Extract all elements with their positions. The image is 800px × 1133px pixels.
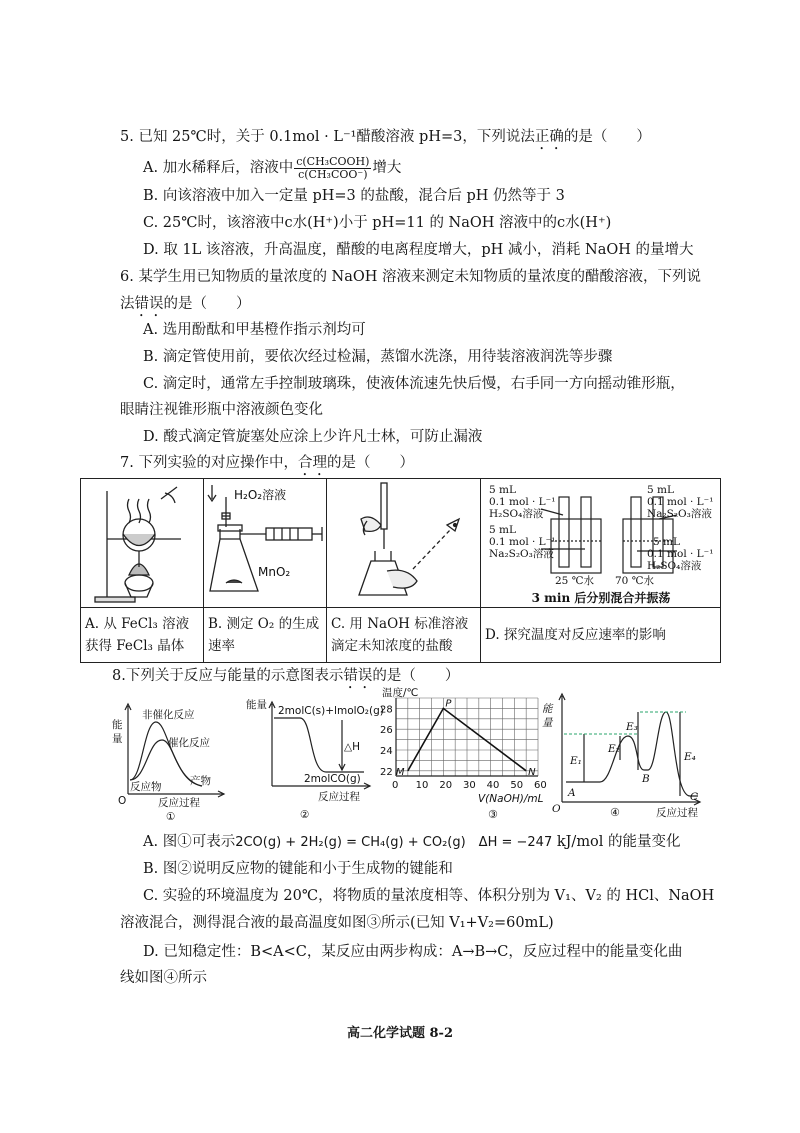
fig1-product-label: 产物 bbox=[190, 775, 211, 787]
q5-a-text: A. 加水稀释后，溶液中 bbox=[143, 160, 294, 176]
fig3-xtick-label: 20 bbox=[439, 780, 453, 791]
q7-stem-end: 的是（ ） bbox=[326, 455, 414, 471]
q6-option-c-line1: C. 滴定时，通常左手控制玻璃珠，使液体流速先快后慢，右手同一方向摇动锥形瓶， bbox=[143, 376, 685, 392]
fig4-e1-label: E₁ bbox=[570, 755, 582, 767]
q5-stem bbox=[120, 127, 651, 153]
fig3-number: ③ bbox=[488, 808, 498, 821]
fig4-e3-label: E₃ bbox=[626, 721, 638, 733]
q5-option-c: C. 25℃时，该溶液中c水(H⁺)小于 pH=11 的 NaOH 溶液中的c水(H⁺) bbox=[143, 215, 612, 231]
evaporation-apparatus-illustration bbox=[81, 479, 204, 607]
fig2-bottom-level-label: 2molCO(g) bbox=[304, 773, 361, 785]
fig1-uncatalyzed-label: 非催化反应 bbox=[142, 709, 195, 721]
q7-option-d: D. 探究温度对反应速率的影响 bbox=[481, 608, 721, 663]
d-left-sol2: Na₂S₂O₃溶液 bbox=[489, 548, 554, 560]
fig3-ytick-label: 24 bbox=[380, 746, 393, 757]
fig1-origin: O bbox=[118, 795, 127, 807]
figure-1-energy-diagram bbox=[112, 700, 232, 822]
q5-a-fraction bbox=[294, 156, 371, 181]
q6-stem-emphasis: 错误 bbox=[134, 296, 164, 312]
fig4-e2-label: E₂ bbox=[608, 743, 620, 755]
d-right-vol2: 5 mL bbox=[653, 536, 680, 548]
q8-a-equation: 2CO(g) + 2H₂(g) = CH₄(g) + CO₂(g) ΔH = −247 bbox=[235, 835, 553, 850]
fig2-xlabel: 反应过程 bbox=[318, 791, 360, 803]
q8-option-a bbox=[143, 832, 681, 853]
q5-stem-end: 的是（ ） bbox=[563, 129, 651, 145]
q6-stem-line2 bbox=[120, 294, 251, 320]
q5-option-b: B. 向该溶液中加入一定量 pH=3 的盐酸，混合后 pH 仍然等于 3 bbox=[143, 188, 565, 204]
q7-stem-text: 7. 下列实验的对应操作中， bbox=[120, 455, 298, 471]
q7-option-c: C. 用 NaOH 标准溶液滴定未知浓度的盐酸 bbox=[327, 608, 481, 663]
fig3-point-label-m: M bbox=[395, 766, 405, 778]
fig4-ylabel-2: 量 bbox=[542, 717, 553, 729]
d-caption: 3 min 后分别混合并振荡 bbox=[531, 591, 671, 605]
fig1-catalyzed-label: 催化反应 bbox=[168, 737, 210, 749]
fig3-ytick-label: 26 bbox=[380, 725, 393, 737]
d-left-vol1: 5 mL bbox=[489, 484, 516, 496]
q8-option-b: B. 图②说明反应物的键能和小于生成物的键能和 bbox=[143, 861, 453, 877]
fig4-c-label: C bbox=[690, 791, 699, 803]
fig3-xtick-label: 10 bbox=[415, 780, 429, 791]
q5-a-denominator: c(CH₃COO⁻) bbox=[298, 167, 368, 181]
q7-cell-d-apparatus bbox=[481, 479, 721, 608]
q8-option-c-line1: C. 实验的环境温度为 20℃，将物质的量浓度相等、体积分别为 V₁、V₂ 的 HCl、NaOH bbox=[143, 888, 715, 904]
q7-options-table bbox=[80, 478, 721, 663]
fig2-top-level-label: 2molC(s)+lmolO₂(g) bbox=[278, 705, 384, 717]
fig4-ylabel-1: 能 bbox=[542, 703, 553, 715]
q6-option-b: B. 滴定管使用前，要依次经过检漏，蒸馏水洗涤，用待装溶液润洗等步骤 bbox=[143, 349, 613, 365]
q8-stem-emphasis: 错误 bbox=[343, 668, 373, 684]
fig4-a-label: A bbox=[568, 787, 576, 799]
d-right-sol1: Na₂S₂O₃溶液 bbox=[647, 508, 712, 520]
oxygen-rate-apparatus-illustration bbox=[204, 479, 327, 607]
q6-stem2-end: 的是（ ） bbox=[163, 296, 251, 312]
figure-3-temperature-chart bbox=[378, 687, 547, 822]
q5-stem-emphasis: 正确 bbox=[534, 129, 564, 145]
fig1-ylabel-2: 量 bbox=[112, 733, 123, 745]
temperature-rate-apparatus-illustration bbox=[481, 479, 721, 607]
q7-option-b: B. 测定 O₂ 的生成速率 bbox=[204, 608, 327, 663]
h2o2-label: H₂O₂溶液 bbox=[234, 488, 287, 502]
q6-stem2-text: 法 bbox=[120, 296, 135, 312]
mno2-label: MnO₂ bbox=[258, 565, 291, 579]
fig2-number: ② bbox=[300, 809, 310, 821]
fig1-ylabel-1: 能 bbox=[112, 719, 123, 731]
d-right-sol2: H₂SO₄溶液 bbox=[647, 560, 702, 572]
q7-stem bbox=[120, 453, 414, 479]
fig3-xtick-label: 0 bbox=[392, 780, 399, 791]
q5-a-end: 增大 bbox=[372, 160, 402, 176]
q7-cell-c-apparatus bbox=[327, 479, 481, 608]
fig1-reactant-label: 反应物 bbox=[130, 781, 162, 793]
q5-option-a bbox=[143, 155, 401, 181]
q6-option-d: D. 酸式滴定管旋塞处应涂上少许凡士林，可防止漏液 bbox=[143, 429, 483, 445]
d-left-vol2: 5 mL bbox=[489, 524, 516, 536]
q8-option-c-line2: 溶液混合，测得混合液的最高温度如图③所示(已知 V₁+V₂=60mL) bbox=[120, 915, 554, 931]
fig3-point-label-n: N bbox=[528, 766, 536, 778]
q8-stem-end: 的是（ ） bbox=[372, 668, 460, 684]
page-footer: 高二化学试题 8-2 bbox=[346, 1026, 453, 1041]
d-right-conc1: 0.1 mol · L⁻¹ bbox=[647, 496, 714, 508]
d-left-conc2: 0.1 mol · L⁻¹ bbox=[489, 536, 556, 548]
d-right-conc2: 0.1 mol · L⁻¹ bbox=[647, 548, 714, 560]
d-left-sol1: H₂SO₄溶液 bbox=[489, 508, 544, 520]
fig3-ytick-label: 28 bbox=[380, 704, 393, 716]
fig4-xlabel: 反应过程 bbox=[656, 807, 698, 819]
fig4-number: ④ bbox=[610, 806, 620, 819]
q8-stem-text: 8.下列关于反应与能量的示意图表示 bbox=[112, 668, 344, 684]
fig1-number: ① bbox=[166, 811, 176, 823]
fig1-xlabel: 反应过程 bbox=[158, 797, 200, 809]
fig3-xtick-label: 30 bbox=[463, 780, 476, 791]
q8-a-text: A. 图①可表示 bbox=[143, 834, 236, 850]
q7-option-a: A. 从 FeCl₃ 溶液获得 FeCl₃ 晶体 bbox=[81, 608, 204, 663]
q8-option-d-line2: 线如图④所示 bbox=[120, 970, 207, 986]
fig3-xlabel: V(NaOH)/mL bbox=[478, 793, 544, 805]
fig4-origin: O bbox=[552, 803, 561, 815]
q5-option-d: D. 取 1L 该溶液，升高温度，醋酸的电离程度增大，pH 减小，消耗 NaOH 的量增大 bbox=[143, 242, 694, 258]
fig4-b-label: B bbox=[642, 773, 650, 785]
fig3-xtick-label: 40 bbox=[486, 780, 500, 791]
titration-apparatus-illustration bbox=[327, 479, 481, 607]
d-right-vol1: 5 mL bbox=[647, 484, 674, 496]
q5-a-numerator: c(CH₃COOH) bbox=[296, 154, 370, 168]
q7-stem-emphasis: 合理 bbox=[297, 455, 327, 471]
q6-option-a: A. 选用酚酞和甲基橙作指示剂均可 bbox=[143, 322, 366, 338]
fig4-dashed-levels bbox=[564, 712, 686, 734]
fig3-ytick-label: 22 bbox=[380, 766, 393, 778]
q7-cell-b-apparatus bbox=[204, 479, 327, 608]
d-bath-70: 70 ℃水 bbox=[615, 575, 654, 587]
q6-option-c-line2: 眼睛注视锥形瓶中溶液颜色变化 bbox=[120, 402, 323, 418]
fig2-ylabel: 能量 bbox=[246, 699, 267, 711]
fig3-ylabel: 温度/℃ bbox=[382, 687, 419, 699]
figure-2-energy-diagram bbox=[246, 694, 384, 822]
fig3-point-label-p: P bbox=[445, 698, 452, 710]
d-bath-25: 25 ℃水 bbox=[555, 575, 594, 587]
fig3-xtick-label: 50 bbox=[510, 780, 524, 791]
q5-stem-text: 5. 已知 25℃时，关于 0.1mol · L⁻¹醋酸溶液 pH=3，下列说法 bbox=[120, 129, 535, 145]
q8-a-end: kJ/mol 的能量变化 bbox=[556, 834, 681, 850]
q8-option-d-line1: D. 已知稳定性：B<A<C，某反应由两步构成：A→B→C，反应过程中的能量变化曲 bbox=[143, 944, 683, 960]
fig4-e4-label: E₄ bbox=[684, 751, 696, 763]
q7-cell-a-apparatus bbox=[81, 479, 204, 608]
q6-stem-line1: 6. 某学生用已知物质的量浓度的 NaOH 溶液来测定未知物质的量浓度的醋酸溶液，下列说 bbox=[120, 269, 702, 285]
d-left-conc1: 0.1 mol · L⁻¹ bbox=[489, 496, 556, 508]
fig2-deltah-label: △H bbox=[344, 741, 360, 753]
figure-4-energy-diagram bbox=[540, 690, 708, 822]
fig3-xtick-label: 60 bbox=[534, 780, 547, 791]
